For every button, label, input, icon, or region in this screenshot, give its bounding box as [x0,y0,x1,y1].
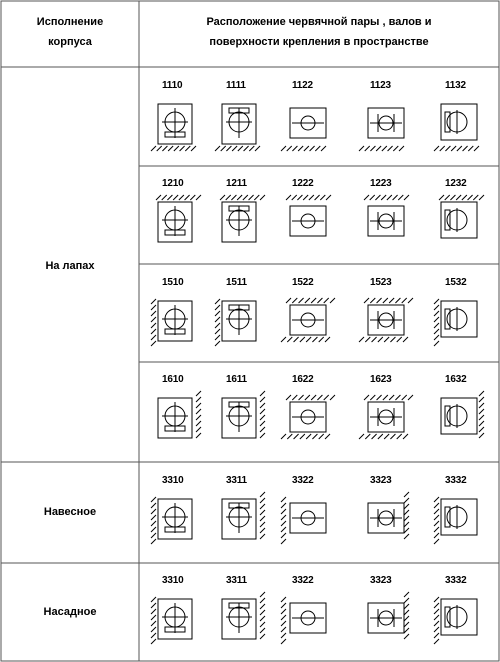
arrangement-schematic [286,196,330,248]
arrangement-code: 3323 [370,575,392,586]
arrangement-schematic [220,493,264,545]
arrangement-code: 1510 [162,277,184,288]
arrangement-code: 3332 [445,575,467,586]
arrangement-code: 3311 [226,475,247,486]
arrangement-schematic [220,392,264,444]
arrangement-code: 1232 [445,178,467,189]
arrangement-code: 3310 [162,475,184,486]
arrangement-schematic [156,295,200,347]
group-label-mounted: Навесное [43,506,97,518]
arrangement-code: 1622 [292,374,314,385]
arrangement-schematic [220,98,264,150]
arrangement-code: 1522 [292,277,314,288]
arrangement-schematic [364,493,408,545]
arrangement-code: 1523 [370,277,392,288]
arrangement-schematic [364,98,408,150]
arrangement-code: 3322 [292,475,314,486]
arrangement-code: 1223 [370,178,392,189]
arrangement-schematic [286,593,330,645]
group-label-shaft-mounted: Насадное [43,606,97,618]
arrangement-schematic [439,593,483,645]
arrangement-code: 3322 [292,575,314,586]
arrangement-code: 1110 [162,80,183,91]
arrangement-schematic [156,98,200,150]
arrangement-schematic [286,98,330,150]
arrangement-schematic [156,493,200,545]
arrangement-schematic [156,196,200,248]
group-label-feet: На лапах [45,260,95,272]
arrangement-schematic [439,392,483,444]
arrangement-code: 1610 [162,374,184,385]
arrangement-code: 1132 [445,80,466,91]
header-arrangement [139,12,499,52]
arrangement-code: 1210 [162,178,184,189]
arrangement-schematic [439,295,483,347]
arrangement-code: 3323 [370,475,392,486]
arrangement-schematic [286,295,330,347]
arrangement-code: 1211 [226,178,247,189]
arrangement-code: 3311 [226,575,247,586]
arrangement-schematic [364,295,408,347]
arrangement-schematic [286,392,330,444]
arrangement-code: 1623 [370,374,392,385]
header-body-type-line1: Исполнение [36,16,104,28]
arrangement-schematic [439,493,483,545]
arrangement-code: 3332 [445,475,467,486]
arrangement-schematic [364,593,408,645]
arrangement-code: 3310 [162,575,184,586]
arrangement-schematic [286,493,330,545]
arrangement-code: 1122 [292,80,313,91]
header-arrangement-line1: Расположение червячной пары , валов и [206,16,432,28]
arrangement-schematic [364,392,408,444]
arrangement-code: 1532 [445,277,467,288]
arrangement-schematic [439,196,483,248]
arrangement-code: 1632 [445,374,467,385]
arrangement-code: 1222 [292,178,314,189]
arrangement-schematic [439,98,483,150]
arrangement-code: 1123 [370,80,391,91]
arrangement-schematic [156,593,200,645]
arrangement-schematic [220,295,264,347]
arrangement-code: 1111 [226,80,246,91]
header-arrangement-line2: поверхности крепления в пространстве [209,36,429,48]
arrangement-code: 1611 [226,374,247,385]
header-body-type-line2: корпуса [48,36,92,48]
arrangement-schematic [220,196,264,248]
arrangement-schematic [364,196,408,248]
arrangement-code: 1511 [226,277,247,288]
header-body-type [1,12,139,52]
arrangement-schematic [156,392,200,444]
arrangement-schematic [220,593,264,645]
